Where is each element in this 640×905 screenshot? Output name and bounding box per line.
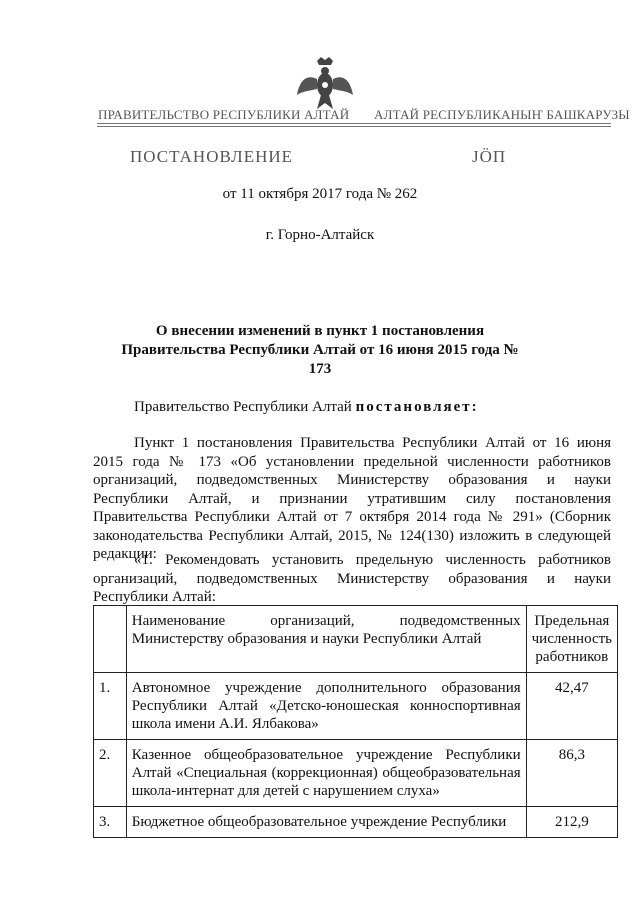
row-headcount: 86,3 (526, 740, 617, 807)
header-rule-bottom (97, 126, 611, 127)
row-number: 3. (94, 807, 127, 838)
row-number: 2. (94, 740, 127, 807)
paragraph-1: Пункт 1 постановления Правительства Республики Алтай от 16 июня 2015 года № 173 «Об установлении предельной численности работников организаций, подведомственных Министерству образования и науки Республики Алтай, и признании утратившим силу постановления Правительства Республики Алтай от 7 октября 2014 года № 291» (Сборник законодательства Республики Алтай, 2015, № 124(130) изложить в следующей редакции: (93, 435, 611, 562)
row-number: 1. (94, 673, 127, 740)
government-intro (134, 399, 479, 416)
city: г. Горно-Алтайск (265, 227, 375, 243)
organizations-table (93, 605, 618, 838)
header-org-alt: АЛТАЙ РЕСПУБЛИКАНЫҤ БАШКАРУЗЫ (374, 107, 630, 122)
row-headcount: 212,9 (526, 807, 617, 838)
header-org-ru: ПРАВИТЕЛЬСТВО РЕСПУБЛИКИ АЛТАЙ (98, 107, 350, 122)
table-row (94, 807, 618, 838)
header-rule-top (97, 123, 611, 124)
document-title: О внесении изменений в пункт 1 постановления Правительства Республики Алтай от 16 июня 2015 года № 173 (121, 323, 519, 377)
government-name: Правительство Республики Алтай (134, 399, 352, 415)
row-organization: Казенное общеобразовательное учреждение Республики Алтай «Специальная (коррекционная) общеобразовательная школа-интернат для детей с нарушением слуха» (126, 740, 526, 807)
table-header-row (94, 606, 618, 673)
table-header-name: Наименование организаций, подведомственных Министерству образования и науки Республики Алтай (126, 606, 526, 673)
row-headcount: 42,47 (526, 673, 617, 740)
row-organization: Автономное учреждение дополнительного образования Республики Алтай «Детско-юношеская конноспортивная школа имени А.И. Ялбакова» (126, 673, 526, 740)
doc-type-ru: ПОСТАНОВЛЕНИЕ (130, 147, 294, 166)
date-line: от 11 октября 2017 года № 262 (222, 186, 418, 202)
doc-type-alt: JÖП (472, 147, 507, 166)
table-row (94, 673, 618, 740)
government-verb: постановляет: (355, 399, 479, 415)
table-header-value: Предельная численность работников (526, 606, 617, 673)
paragraph-2: «1. Рекомендовать установить предельную численность работников организаций, подведомственных Министерству образования и науки Республики Алтай: (93, 552, 611, 605)
table-row (94, 740, 618, 807)
row-organization: Бюджетное общеобразовательное учреждение Республики (126, 807, 526, 838)
table-header-num (94, 606, 127, 673)
